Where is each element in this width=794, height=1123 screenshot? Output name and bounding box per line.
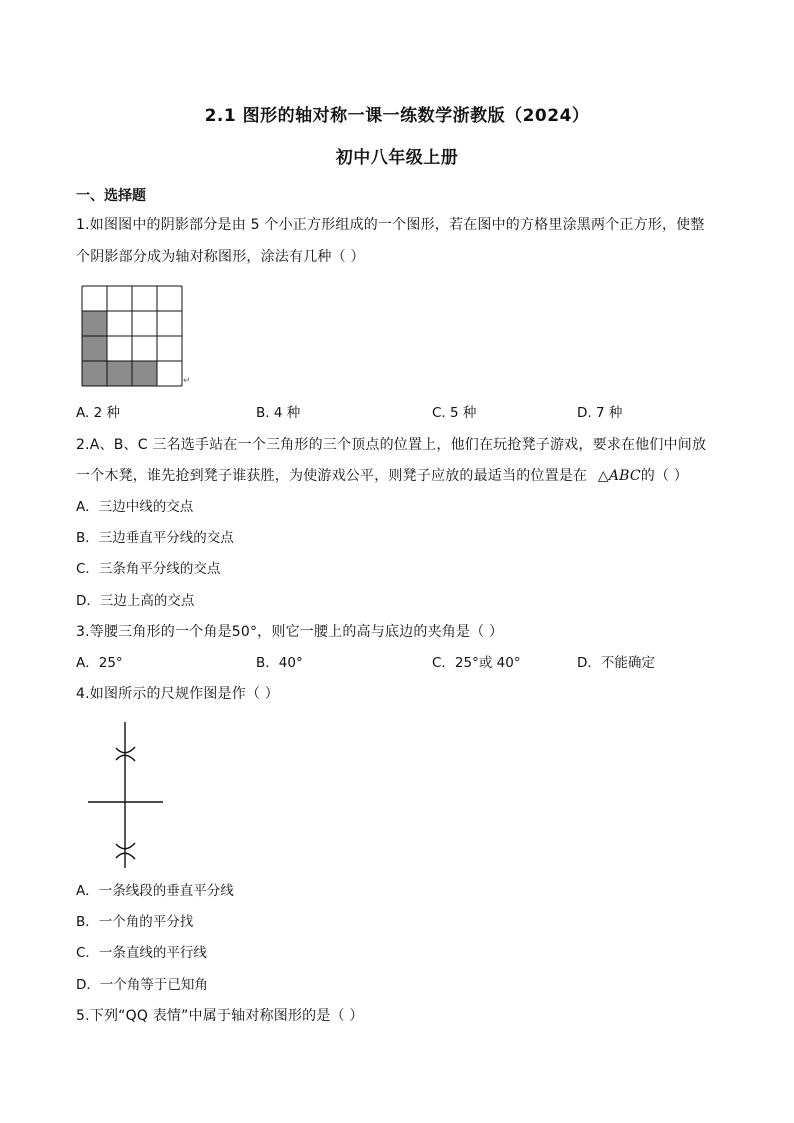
question-3-line-1: 3.等腰三角形的一个角是50°，则它一腰上的高与底边的夹角是（ ） xyxy=(76,624,504,640)
question-1-grid-figure xyxy=(80,284,190,388)
question-2-option-c: C．三条角平分线的交点 xyxy=(76,561,221,577)
question-2-option-a: A．三边中线的交点 xyxy=(76,499,194,515)
question-2-line-2-text: 一个木凳，谁先抢到凳子谁获胜，为使游戏公平，则凳子应放的最适当的位置是在 xyxy=(76,468,588,484)
triangle-abc-notation: △ABC xyxy=(597,468,641,484)
shaded-cell xyxy=(82,361,107,386)
section-heading: 一、选择题 xyxy=(76,188,146,204)
question-1-line-1: 1.如图图中的阴影部分是由 5 个小正方形组成的一个图形，若在图中的方格里涂黑两个正方形，使整 xyxy=(76,217,705,233)
question-1-option-a: A. 2 种 xyxy=(76,405,120,421)
question-2-option-b: B．三边垂直平分线的交点 xyxy=(76,530,234,546)
question-1-line-2: 个阴影部分成为轴对称图形，涂法有几种（ ） xyxy=(76,249,365,265)
paragraph-mark-icon: ↵ xyxy=(183,376,191,386)
shaded-cell xyxy=(107,361,132,386)
question-2-line-2-end: 的（ ） xyxy=(640,468,689,484)
question-1-option-c: C. 5 种 xyxy=(432,405,477,421)
question-2-option-d: D．三边上高的交点 xyxy=(76,593,195,609)
question-1-option-d: D. 7 种 xyxy=(577,405,623,421)
document-subtitle: 初中八年级上册 xyxy=(335,148,459,168)
shaded-cell xyxy=(82,311,107,336)
question-3-option-d: D．不能确定 xyxy=(577,655,655,671)
shaded-cell xyxy=(132,361,157,386)
document-title: 2.1 图形的轴对称一课一练数学浙教版（2024） xyxy=(204,106,590,126)
question-3-option-a: A．25° xyxy=(76,655,123,671)
question-4-option-b: B．一个角的平分找 xyxy=(76,914,194,930)
question-3-option-c: C．25°或 40° xyxy=(432,655,521,671)
question-4-option-c: C．一条直线的平行线 xyxy=(76,945,207,961)
question-4-compass-construction-figure xyxy=(80,720,180,870)
shaded-cell xyxy=(82,336,107,361)
question-4-line-1: 4.如图所示的尺规作图是作（ ） xyxy=(76,686,280,702)
question-1-option-b: B. 4 种 xyxy=(256,405,301,421)
question-2-line-1: 2.A、B、C 三名选手站在一个三角形的三个顶点的位置上，他们在玩抢凳子游戏，要求在他们中间放 xyxy=(76,437,707,453)
question-4-option-d: D．一个角等于已知角 xyxy=(76,977,208,993)
question-3-option-b: B．40° xyxy=(256,655,303,671)
grid-shaded-cells xyxy=(82,311,157,386)
question-2-line-2 xyxy=(76,466,688,486)
question-5-line-1: 5.下列“QQ 表情”中属于轴对称图形的是（ ） xyxy=(76,1008,364,1024)
question-4-option-a: A．一条线段的垂直平分线 xyxy=(76,883,234,899)
